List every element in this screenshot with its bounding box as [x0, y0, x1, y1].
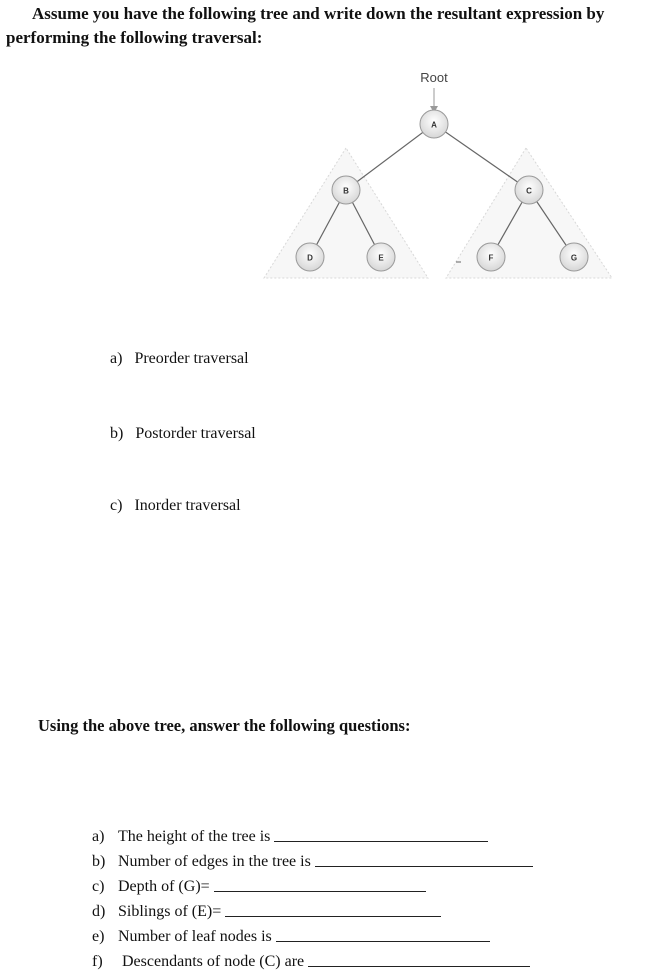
svg-text:E: E [378, 253, 384, 263]
node-d [296, 243, 324, 271]
answer-blank[interactable] [214, 877, 426, 892]
root-label: Root [420, 70, 448, 85]
answer-blank[interactable] [308, 952, 530, 967]
svg-text:C: C [526, 186, 532, 196]
node-f [477, 243, 505, 271]
answer-blank[interactable] [274, 827, 488, 842]
question-edges: b) Number of edges in the tree is [92, 846, 533, 871]
svg-text:F: F [488, 253, 494, 263]
svg-text:G: G [570, 253, 578, 263]
left-subtree-triangle [264, 148, 428, 278]
node-b [332, 176, 360, 204]
traversal-item-postorder: b) Postorder traversal [110, 425, 256, 442]
answer-blank[interactable] [315, 852, 533, 867]
instructions [6, 2, 669, 50]
node-a [420, 110, 448, 138]
traversal-item-inorder: c) Inorder traversal [110, 497, 241, 514]
question-descendants-c: f) Descendants of node (C) are [92, 946, 533, 971]
question-siblings-e: d) Siblings of (E)= [92, 896, 533, 921]
answer-blank[interactable] [225, 902, 441, 917]
question-height: a) The height of the tree is [92, 821, 533, 846]
svg-text:B: B [343, 186, 349, 196]
edge-a-c [434, 124, 529, 190]
answer-blank[interactable] [276, 927, 490, 942]
node-c [515, 176, 543, 204]
instructions-line-2: performing the following traversal: [6, 28, 263, 47]
question-depth-g: c) Depth of (G)= [92, 871, 533, 896]
instructions-line-1: Assume you have the following tree and write down the resultant expression by [32, 4, 605, 23]
svg-text:A: A [431, 120, 437, 130]
section-heading: Using the above tree, answer the following questions: [38, 716, 411, 735]
node-g [560, 243, 588, 271]
binary-tree-diagram [250, 60, 620, 282]
traversal-item-preorder: a) Preorder traversal [110, 350, 249, 367]
edge-a-b [346, 124, 434, 190]
node-e [367, 243, 395, 271]
question-list [92, 821, 533, 971]
question-leaf-nodes: e) Number of leaf nodes is [92, 921, 533, 946]
svg-text:D: D [307, 253, 313, 263]
